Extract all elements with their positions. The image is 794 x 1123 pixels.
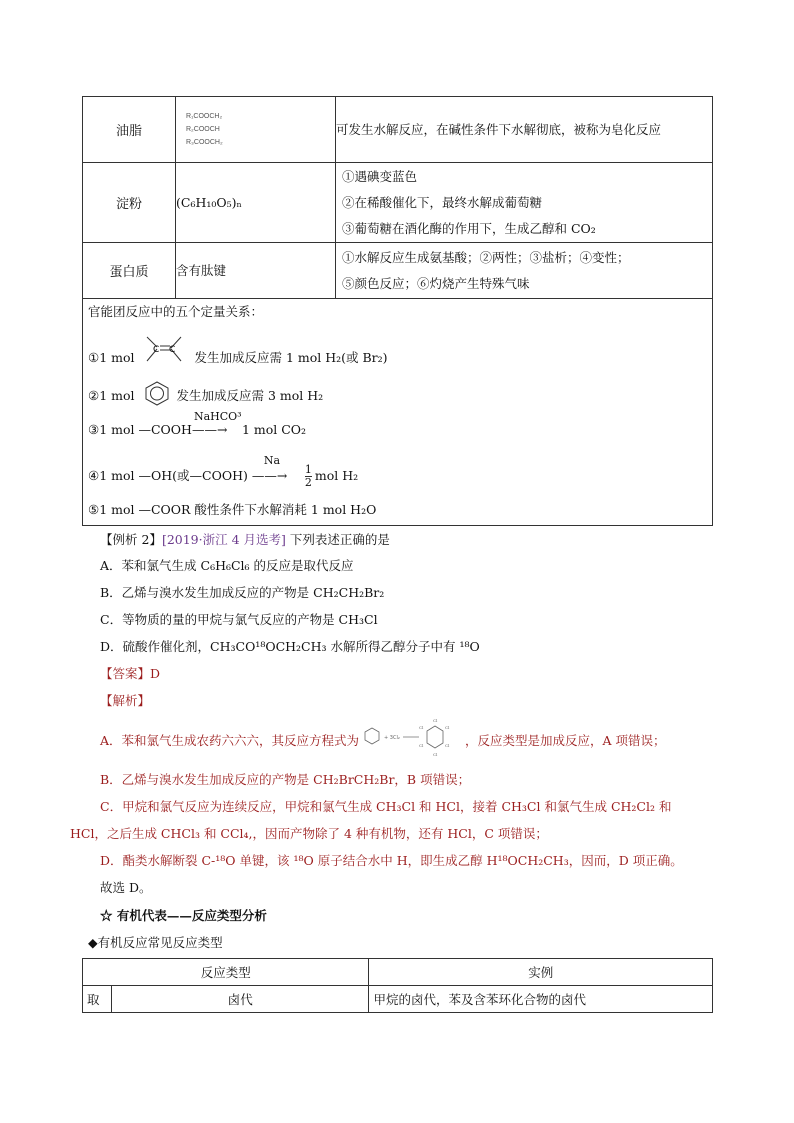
- desc-line: ①遇碘变蓝色: [342, 168, 418, 184]
- quant-pre: ③1 mol —COOH: [88, 422, 192, 437]
- type-cell: 卤代: [112, 986, 369, 1013]
- structure-cell: [176, 97, 336, 163]
- quant-cell: [83, 299, 713, 526]
- quant-pre: ①1 mol: [88, 350, 135, 365]
- alkene-icon: [143, 335, 189, 369]
- option-a: A．苯和氯气生成 C₆H₆Cl₆ 的反应是取代反应: [100, 558, 354, 573]
- row-name: 淀粉: [83, 163, 176, 243]
- svg-text:Cl: Cl: [433, 717, 438, 723]
- benzene-icon: [143, 380, 171, 406]
- reaction-types-table: [82, 958, 713, 1013]
- fraction: [305, 464, 312, 489]
- example-tag: 【例析 2】: [100, 532, 162, 547]
- quant-item-3: [88, 410, 307, 437]
- arrow-condition: Na: [263, 454, 281, 467]
- desc-line: ③葡萄糖在酒化酶的作用下，生成乙醇和 CO₂: [342, 220, 596, 236]
- example-question: 下列表述正确的是: [285, 532, 390, 547]
- table-header-row: [83, 959, 713, 986]
- quant-post: 发生加成反应需 1 mol H₂(或 Br₂): [194, 350, 388, 365]
- conclusion: 故选 D。: [100, 880, 152, 895]
- example-cell: 甲烷的卤代，苯及含苯环化合物的卤代: [369, 986, 713, 1013]
- svg-text:Cl: Cl: [445, 742, 450, 748]
- svg-text:C: C: [168, 344, 175, 355]
- reaction-equation-image: [363, 715, 461, 761]
- svg-text:Cl: Cl: [419, 742, 424, 748]
- row-formula: 含有肽键: [176, 243, 336, 299]
- quant-item-4: [88, 454, 359, 489]
- structure-line: R₃COOCH₂: [186, 139, 223, 146]
- table-row: [83, 243, 713, 299]
- quant-post: mol H₂: [314, 468, 359, 483]
- row-formula: (C₆H₁₀O₅)ₙ: [176, 163, 336, 243]
- option-b: B．乙烯与溴水发生加成反应的产物是 CH₂CH₂Br₂: [100, 585, 385, 600]
- svg-text:Cl: Cl: [419, 724, 424, 730]
- desc-cell: [336, 243, 713, 299]
- frac-den: 2: [304, 476, 312, 489]
- quant-item-5: ⑤1 mol —COOR 酸性条件下水解消耗 1 mol H₂O: [88, 502, 377, 517]
- analysis-c2: HCl，之后生成 CHCl₃ 和 CCl₄,，因而产物除了 4 种有机物，还有 HCl，C 项错误；: [70, 826, 548, 841]
- quant-item-2: [88, 386, 323, 406]
- answer: 【答案】D: [100, 666, 161, 681]
- table-row: [83, 163, 713, 243]
- desc-line: ⑤颜色反应；⑥灼烧产生特殊气味: [342, 275, 530, 291]
- quant-item-1: [88, 344, 388, 369]
- reaction-arrow: Na ——→: [251, 454, 288, 483]
- table-row: [83, 986, 713, 1013]
- structure-line: R₂COOCH: [186, 126, 220, 133]
- analysis-a-post: ，反应类型是加成反应，A 项错误；: [465, 733, 666, 748]
- desc-cell: [336, 163, 713, 243]
- quant-post: 1 mol CO₂: [241, 422, 307, 437]
- svg-text:Cl: Cl: [433, 751, 438, 757]
- row-name: 油脂: [83, 97, 176, 163]
- header-reaction-type: 反应类型: [83, 959, 369, 986]
- structure-line: R₁COOCH₂: [186, 113, 223, 120]
- section-heading: ☆ 有机代表——反应类型分析: [100, 908, 267, 923]
- svg-text:Cl: Cl: [445, 724, 450, 730]
- svg-text:+ 3Cl₂: + 3Cl₂: [384, 734, 400, 741]
- desc-line: ②在稀酸催化下，最终水解成葡萄糖: [342, 194, 543, 210]
- row-name: 蛋白质: [83, 243, 176, 299]
- desc-line: ①水解反应生成氨基酸；②两性；③盐析；④变性；: [342, 249, 630, 265]
- analysis-a-pre: A．苯和氯气生成农药六六六，其反应方程式为: [100, 733, 360, 748]
- analysis-b: B．乙烯与溴水发生加成反应的产物是 CH₂BrCH₂Br，B 项错误；: [100, 772, 471, 787]
- row-desc: 可发生水解反应，在碱性条件下水解彻底，被称为皂化反应: [336, 97, 713, 163]
- frac-num: 1: [304, 463, 312, 476]
- quant-pre: ②1 mol: [88, 388, 135, 403]
- example-source: [2019·浙江 4 月选考]: [161, 532, 286, 547]
- quant-pre: ④1 mol —OH(或—COOH): [88, 468, 248, 483]
- category-cell: 取: [83, 986, 112, 1013]
- table-row: [83, 299, 713, 526]
- example-stem: [100, 530, 390, 548]
- analysis-c1: C．甲烷和氯气反应为连续反应，甲烷和氯气生成 CH₃Cl 和 HCl，接着 CH₃Cl 和氯气生成 CH₂Cl₂ 和: [100, 799, 672, 814]
- quant-post: 发生加成反应需 3 mol H₂: [176, 388, 324, 403]
- header-example: 实例: [369, 959, 713, 986]
- quant-title: 官能团反应中的五个定量关系：: [88, 304, 264, 319]
- reaction-arrow: NaHCO³ ——→: [191, 410, 242, 437]
- analysis-a: [100, 717, 666, 757]
- arrow-condition: NaHCO³: [193, 410, 242, 423]
- svg-text:C: C: [152, 344, 159, 355]
- analysis-d: D．酯类水解断裂 C-¹⁸O 单键，该 ¹⁸O 原子结合水中 H，即生成乙醇 H¹⁸OCH₂CH₃，因而，D 项正确。: [100, 853, 683, 868]
- analysis-title: 【解析】: [100, 693, 151, 708]
- option-c: C．等物质的量的甲烷与氯气反应的产物是 CH₃Cl: [100, 612, 378, 627]
- option-d: D．硫酸作催化剂，CH₃CO¹⁸OCH₂CH₃ 水解所得乙醇分子中有 ¹⁸O: [100, 639, 480, 654]
- table-row: [83, 97, 713, 163]
- section-subheading: ◆有机反应常见反应类型: [88, 935, 223, 950]
